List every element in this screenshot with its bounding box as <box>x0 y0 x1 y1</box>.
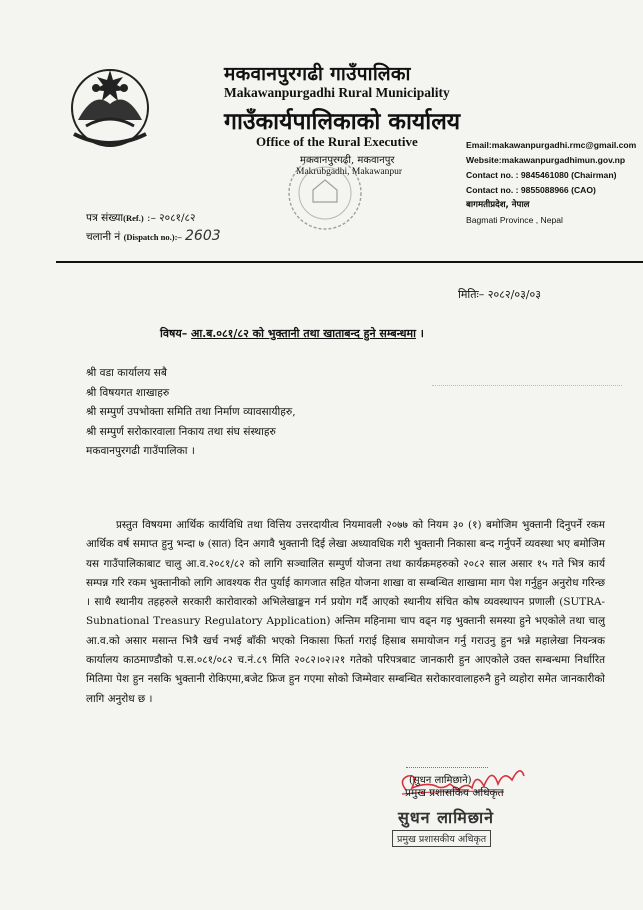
email-text: Email:makawanpurgadhi.rmc@gmail.com <box>466 140 637 150</box>
contact-chairman: Contact no. : 9845461080 (Chairman) <box>466 170 617 180</box>
dispatch-number: चलानी नं (Dispatch no.):– 2603 <box>86 228 221 244</box>
municipality-name-np: मकवानपुरगढी गाउँपालिका <box>224 63 411 85</box>
signatory-name: (सुधन लामिछाने) <box>409 775 472 786</box>
recipient-item: श्री वडा कार्यालय सबै <box>86 367 167 379</box>
municipality-name-en: Makawanpurgadhi Rural Municipality <box>224 85 450 100</box>
recipients-list <box>86 364 296 462</box>
address-en: Makrubgadhi, Makawanpur <box>296 167 403 177</box>
letter-body: प्रस्तुत विषयमा आर्थिक कार्यविधि तथा वित्तिय उत्तरदायीत्व नियमावली २०७७ को नियम ३० (१) बमोजिम भुक्तानी दिनुपर्ने रकम आर्थिक वर्ष समाप्त हुनु भन्दा ७ (सात) दिन अगावै भुक्तानी दिई लेखा अध्यावधिक गरी भुक्तानी निकासा बन्द गर्नुपर्ने व्यवस्था भए बमोजिम यस गाउँपालिकाबाट चालु आ.व.२०८१/८२ को लागि सञ्चालित सम्पुर्ण योजना तथा कार्यक्रमहरुको २०८२ साल असार १५ गते भित्र कार्य सम्पन्न गरि रकम भुक्तानीको लागि आवश्यक रीत पुर्याई कागजात सहित योजना शाखा वा सम्बन्धित शाखामा माग पेश गर्नुहुन अनुरोध गरिन्छ । साथै स्थानीय तहहरुले सरकारी कारोवारको अभिलेखाङ्कन गर्न प्रयोग गर्दै आएको स्थानीय संचित कोष व्यवस्थापन प्रणाली (SUTRA-Subnational Treasury Regulatory Application) अन्तिम महिनामा चाप वढ्न गइ भुक्तानी समस्या हुने भएकोले तथा चालु आ.व.को असार मसान्त भित्रै खर्च नभई बाँकी भएको निकासा फिर्ता गराई हिसाब समायोजन गर्नु गराउनु हुन भन्ने महालेखा नियन्त्रक कार्यालय काठमाण्डौको प.स.०८१/०८२ च.नं.८९ मिति २०८२।०२।२१ गतेको परिपत्रबाट जानकारी हुन आएकोले उक्त सम्बन्धमा निर्धारित मितिमा पेश हुन नसकि भुक्तानी रोकिएमा,बजेट फ्रिज हुन गएमा सोको जिम्मेवार सम्बन्धित सरोकारवालाहरुनै हुने व्यहोरा समेत जानकारीको लागि अनुरोध छ । <box>86 519 605 705</box>
nepal-emblem-logo-icon <box>64 60 156 152</box>
dispatch-handwritten-value: 2603 <box>185 228 221 244</box>
recipient-item: श्री सम्पुर्ण उपभोक्ता समिति तथा निर्माण व्यावसायीहरु, <box>86 406 296 419</box>
province-np: बागमतीप्रदेश, नेपाल <box>466 200 530 210</box>
contact-block <box>466 138 642 228</box>
letter-subject: विषय– आ.ब.०८१/८२ को भुक्तानी तथा खाताबन्द हुने सम्बन्धमा । <box>160 327 424 340</box>
contact-cao: Contact no. : 9855088966 (CAO) <box>466 185 596 195</box>
header-divider <box>56 261 643 263</box>
faint-dotted-line <box>432 385 622 386</box>
recipient-item: श्री सम्पुर्ण सरोकारवाला निकाय तथा संघ संस्थाहरु <box>86 425 276 438</box>
office-name-en: Office of the Rural Executive <box>256 134 418 149</box>
title-seal: प्रमुख प्रशासकीय अधिकृत <box>392 830 491 847</box>
website-text: Website:makawanpurgadhimun.gov.np <box>466 155 626 165</box>
reference-number: पत्र संख्या(Ref.) :– २०८१/८२ <box>86 212 196 224</box>
name-seal: सुधन लामिछाने <box>398 808 495 827</box>
address-np: मकवानपुरगढी, मकवानपुर <box>300 155 395 166</box>
recipient-item: श्री विषयगत शाखाहरु <box>86 386 170 399</box>
recipient-item: मकवानपुरगढी गाउँपालिका । <box>86 445 195 458</box>
province-en: Bagmati Province , Nepal <box>466 215 563 225</box>
office-name-np: गाउँकार्यपालिकाको कार्यालय <box>224 108 461 135</box>
signatory-title: प्रमुख प्रशासकिय अधिकृत <box>405 787 504 799</box>
office-stamp-icon <box>284 152 366 234</box>
letter-date: मितिः– २०८२/०३/०३ <box>458 288 541 301</box>
